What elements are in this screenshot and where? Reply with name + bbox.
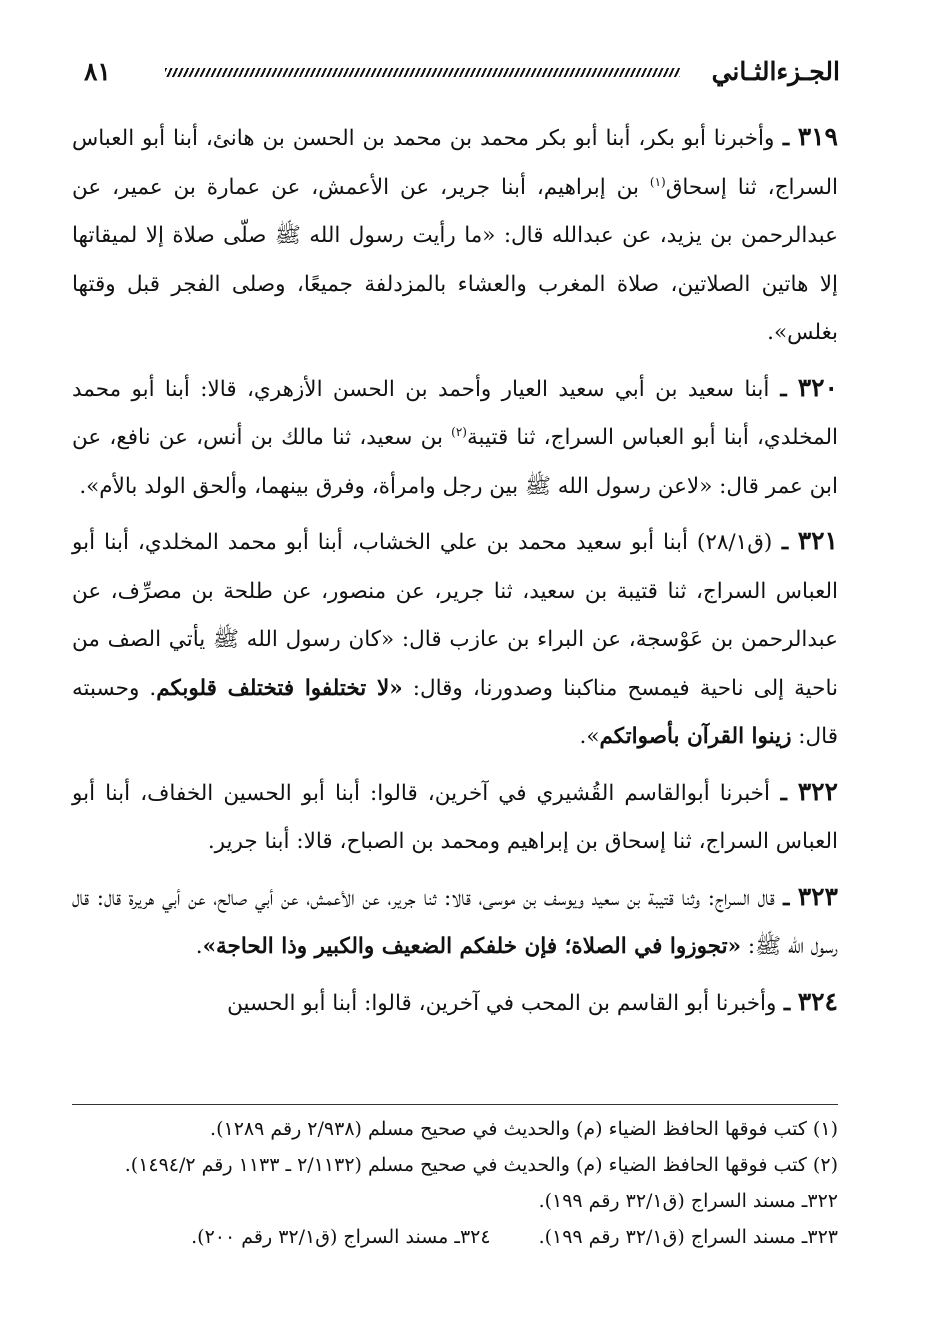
hadith-text-cont: بن سعيد، ثنا مالك بن أنس، عن نافع، عن ابن عمر قال: «لاعن رسول الله ﷺ بين رجل وامرأة، وفرق بينهما، وألحق الولد بالأم». bbox=[72, 425, 838, 499]
hadith-321: ٣٢١ ـ (ق٢٨/١) أبنا أبو سعيد محمد بن علي الخشاب، أبنا أبو محمد المخلدي، أبنا أبو العباس السراج، ثنا قتيبة بن سعيد، ثنا جرير، عن منصور، عن طلحة بن مصرِّف، عن عبدالرحمن بن عَوْسجة، عن البراء بن عازب قال: «كان رسول الله ﷺ يأتي الصف من ناحية إلى ناحية فيمسح مناكبنا وصدورنا، وقال: «لا تختلفوا فتختلف قلوبكم. وحسبته قال: زينوا القرآن بأصواتكم». bbox=[72, 526, 838, 749]
hadith-319: ٣١٩ ـ وأخبرنا أبو بكر، أبنا أبو بكر محمد بن محمد بن الحسن بن هانئ، أبنا أبو العباس السراج، ثنا إسحاق$^{(١)}$ بن إبراهيم، أبنا جرير، عن الأعمش، عن عمارة بن عمير، عن عبدالرحمن بن يزيد، عن عبدالله قال: «ما رأيت رسول الله ﷺ صلّى صلاة إلا لميقاتها إلا هاتين الصلاتين، صلاة المغرب والعشاء بالمزدلفة جميعًا، وصلى الفجر قبل وقتها بغلس». bbox=[72, 122, 838, 345]
footnote-ref[interactable]: (٢) bbox=[451, 424, 467, 439]
hadith-quote: زينوا القرآن بأصواتكم bbox=[599, 724, 792, 749]
hadith-number: ٣٢٠ bbox=[797, 372, 838, 402]
hadith-text-mid: . وحسبته قال: bbox=[72, 675, 838, 749]
hadith-text: أبنا سعيد بن أبي سعيد العيار وأحمد بن الحسن الأزهري، قالا: أبنا أبو محمد المخلدي، أبنا أبو العباس السراج، ثنا قتيبة bbox=[72, 376, 838, 450]
source-reference-row bbox=[72, 1219, 838, 1255]
hadith-text-cont: بن إبراهيم، أبنا جرير، عن الأعمش، عن عمارة بن عمير، عن عبدالرحمن بن يزيد، عن عبدالله قال: «ما رأيت رسول الله ﷺ صلّى صلاة إلا لميقاتها إلا هاتين الصلاتين، صلاة المغرب والعشاء بالمزدلفة جميعًا، وصلى الفجر قبل وقتها بغلس». bbox=[72, 174, 838, 345]
hadith-322: ٣٢٢ ـ أخبرنا أبوالقاسم القُشيري في آخرين، قالوا: أبنا أبو الحسين الخفاف، أبنا أبو العباس السراج، ثنا إسحاق بن إبراهيم ومحمد بن الصباح، قالا: أبنا جرير. bbox=[72, 776, 838, 854]
footnote-1: (١) كتب فوقها الحافظ الضياء (م) والحديث في صحيح مسلم (٢/٩٣٨ رقم ١٢٨٩). bbox=[210, 1118, 838, 1140]
hadith-320: ٣٢٠ ـ أبنا سعيد بن أبي سعيد العيار وأحمد بن الحسن الأزهري، قالا: أبنا أبو محمد المخلدي، أبنا أبو العباس السراج، ثنا قتيبة$^{(٢)}$ بن سعيد، ثنا مالك بن أنس، عن نافع، عن ابن عمر قال: «لاعن رسول الله ﷺ بين رجل وامرأة، وفرق بينهما، وألحق الولد بالأم». bbox=[72, 372, 838, 499]
hadith-number: ٣٢٤ bbox=[797, 986, 838, 1016]
hadith-text: وأخبرنا أبو بكر، أبنا أبو بكر محمد بن محمد بن الحسن بن هانئ، أبنا أبو العباس السراج، ثنا إسحاق bbox=[72, 126, 838, 200]
source-reference-323: ٣٢٣ـ مسند السراج (ق٣٢/١ رقم ١٩٩). bbox=[538, 1226, 838, 1248]
hadith-number: ٣٢٣ bbox=[797, 881, 838, 911]
hadith-text-end: . bbox=[195, 934, 203, 959]
hadith-text-end: ». bbox=[579, 724, 600, 749]
hadith-text: وأخبرنا أبو القاسم بن المحب في آخرين، قالوا: أبنا أبو الحسين bbox=[227, 990, 777, 1016]
decorative-header-rule bbox=[165, 68, 680, 77]
source-reference-324: ٣٢٤ـ مسند السراج (ق٣٢/١ رقم ٢٠٠). bbox=[191, 1226, 491, 1248]
footnote-ref[interactable]: (١) bbox=[649, 174, 666, 189]
source-reference-322: ٣٢٢ـ مسند السراج (ق٣٢/١ رقم ١٩٩). bbox=[538, 1190, 838, 1212]
hadith-324: ٣٢٤ ـ وأخبرنا أبو القاسم بن المحب في آخرين، قالوا: أبنا أبو الحسين bbox=[227, 986, 838, 1016]
page-number: ٨١ bbox=[84, 57, 111, 86]
running-title: الجـزءالثـاني bbox=[711, 57, 840, 86]
hadith-323: ٣٢٣ ـ قال السراج: وثنا قتيبة بن سعيد ويوسف بن موسى، قالا: ثنا جرير، عن الأعمش، عن أبي صالح، عن أبي هريرة قال: قال رسول الله ﷺ: «تجوزوا في الصلاة؛ فإن خلفكم الضعيف والكبير وذا الحاجة». bbox=[72, 881, 838, 959]
main-text bbox=[72, 113, 838, 1034]
hadith-text: (ق٢٨/١) أبنا أبو سعيد محمد بن علي الخشاب، أبنا أبو محمد المخلدي، أبنا أبو العباس السراج، ثنا قتيبة بن سعيد، ثنا جرير، عن منصور، عن طلحة بن مصرِّف، عن عبدالرحمن بن عَوْسجة، عن البراء بن عازب قال: «كان رسول الله ﷺ يأتي الصف من ناحية إلى ناحية فيمسح مناكبنا وصدورنا، وقال: bbox=[72, 530, 838, 701]
hadith-quote: «لا تختلفوا فتختلف قلوبكم bbox=[156, 675, 403, 701]
footnote-2: (٢) كتب فوقها الحافظ الضياء (م) والحديث في صحيح مسلم (٢/١١٣٢ ـ ١١٣٣ رقم ١٤٩٤/٢). bbox=[124, 1154, 838, 1176]
hadith-quote: «تجوزوا في الصلاة؛ فإن خلفكم الضعيف والكبير وذا الحاجة» bbox=[202, 934, 742, 959]
footnotes bbox=[72, 1104, 838, 1255]
hadith-text: أخبرنا أبوالقاسم القُشيري في آخرين، قالوا: أبنا أبو الحسين الخفاف، أبنا أبو العباس السراج، ثنا إسحاق بن إبراهيم ومحمد بن الصباح، قالا: أبنا جرير. bbox=[72, 780, 838, 854]
hadith-number: ٣٢٢ bbox=[797, 776, 838, 806]
hadith-text: قال السراج: وثنا قتيبة بن سعيد ويوسف بن موسى، قالا: ثنا جرير، عن الأعمش، عن أبي صالح، عن أبي هريرة قال: قال رسول الله ﷺ: bbox=[72, 885, 838, 959]
page-header bbox=[70, 52, 840, 96]
hadith-number: ٣١٩ bbox=[797, 122, 838, 151]
hadith-number: ٣٢١ bbox=[797, 526, 838, 555]
